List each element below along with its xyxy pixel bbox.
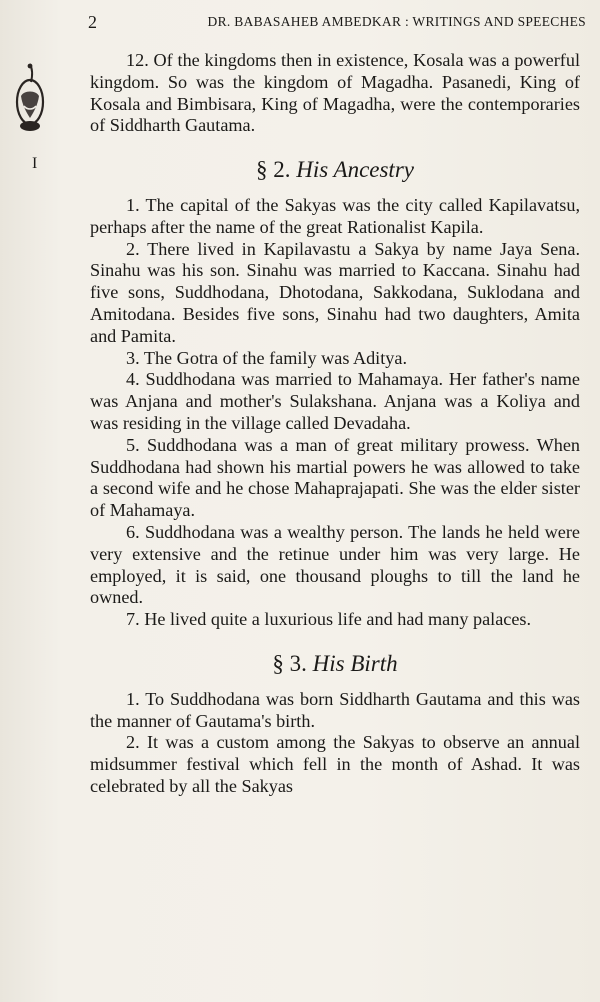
page-header: [0, 10, 600, 34]
section-heading-birth: [90, 650, 580, 676]
section-title: His Ancestry: [296, 157, 414, 183]
seated-figure-emblem-icon: [12, 60, 48, 140]
section-title: His Birth: [312, 650, 398, 676]
section-sign: § 3.: [272, 650, 307, 676]
paragraph: 7. He lived quite a luxurious life and had many palaces.: [126, 609, 532, 630]
paragraph: 2. There lived in Kapilavastu a Sakya by name Jaya Sena. Sinahu was his son. Sinahu was married to Kaccana. Sinahu had five sons, Suddhodana, Dhotodana, Sakkodana, Suklodana and Amitodana. Besides five sons, Sinahu had two daughters, Amita and Pamita.: [90, 238, 580, 346]
paragraph: 1. The capital of the Sakyas was the city called Kapilavatsu, perhaps after the name of the great Rationalist Kapila.: [90, 194, 580, 237]
paragraph: 1. To Suddhodana was born Siddharth Gautama and this was the manner of Gautama's birth.: [90, 688, 580, 731]
paragraph: 2. It was a custom among the Sakyas to observe an annual midsummer festival which fell in the month of Ashad. It was celebrated by all the Sakyas: [90, 732, 580, 796]
page-number: 2: [88, 12, 97, 32]
paragraph: 4. Suddhodana was married to Mahamaya. Her father's name was Anjana and mother's Sulakshana. Anjana was a Koliya and was residing in the village called Devadaha.: [90, 369, 580, 433]
paragraph: 6. Suddhodana was a wealthy person. The lands he held were very extensive and the retinue under him was very large. He employed, it is said, one thousand ploughs to till the land he owned.: [90, 521, 580, 608]
paragraph: 5. Suddhodana was a man of great military prowess. When Suddhodana had shown his martial powers he was allowed to take a second wife and he chose Mahaprajapati. She was the elder sister of Mahamaya.: [90, 434, 580, 521]
section-heading-ancestry: [90, 159, 580, 181]
section-sign: § 2.: [255, 157, 291, 183]
body-text: [90, 50, 580, 798]
intro-paragraph: 12. Of the kingdoms then in existence, Kosala was a powerful kingdom. So was the kingdom of Magadha. Pasanedi, King of Kosala and Bimbisara, King of Magadha, were the contemporaries of Siddharth Gautama.: [90, 50, 580, 136]
paragraph: 3. The Gotra of the family was Aditya.: [126, 347, 407, 368]
margin-numeral: I: [32, 155, 38, 172]
running-head: DR. BABASAHEB AMBEDKAR : WRITINGS AND SPEECHES: [207, 14, 586, 29]
